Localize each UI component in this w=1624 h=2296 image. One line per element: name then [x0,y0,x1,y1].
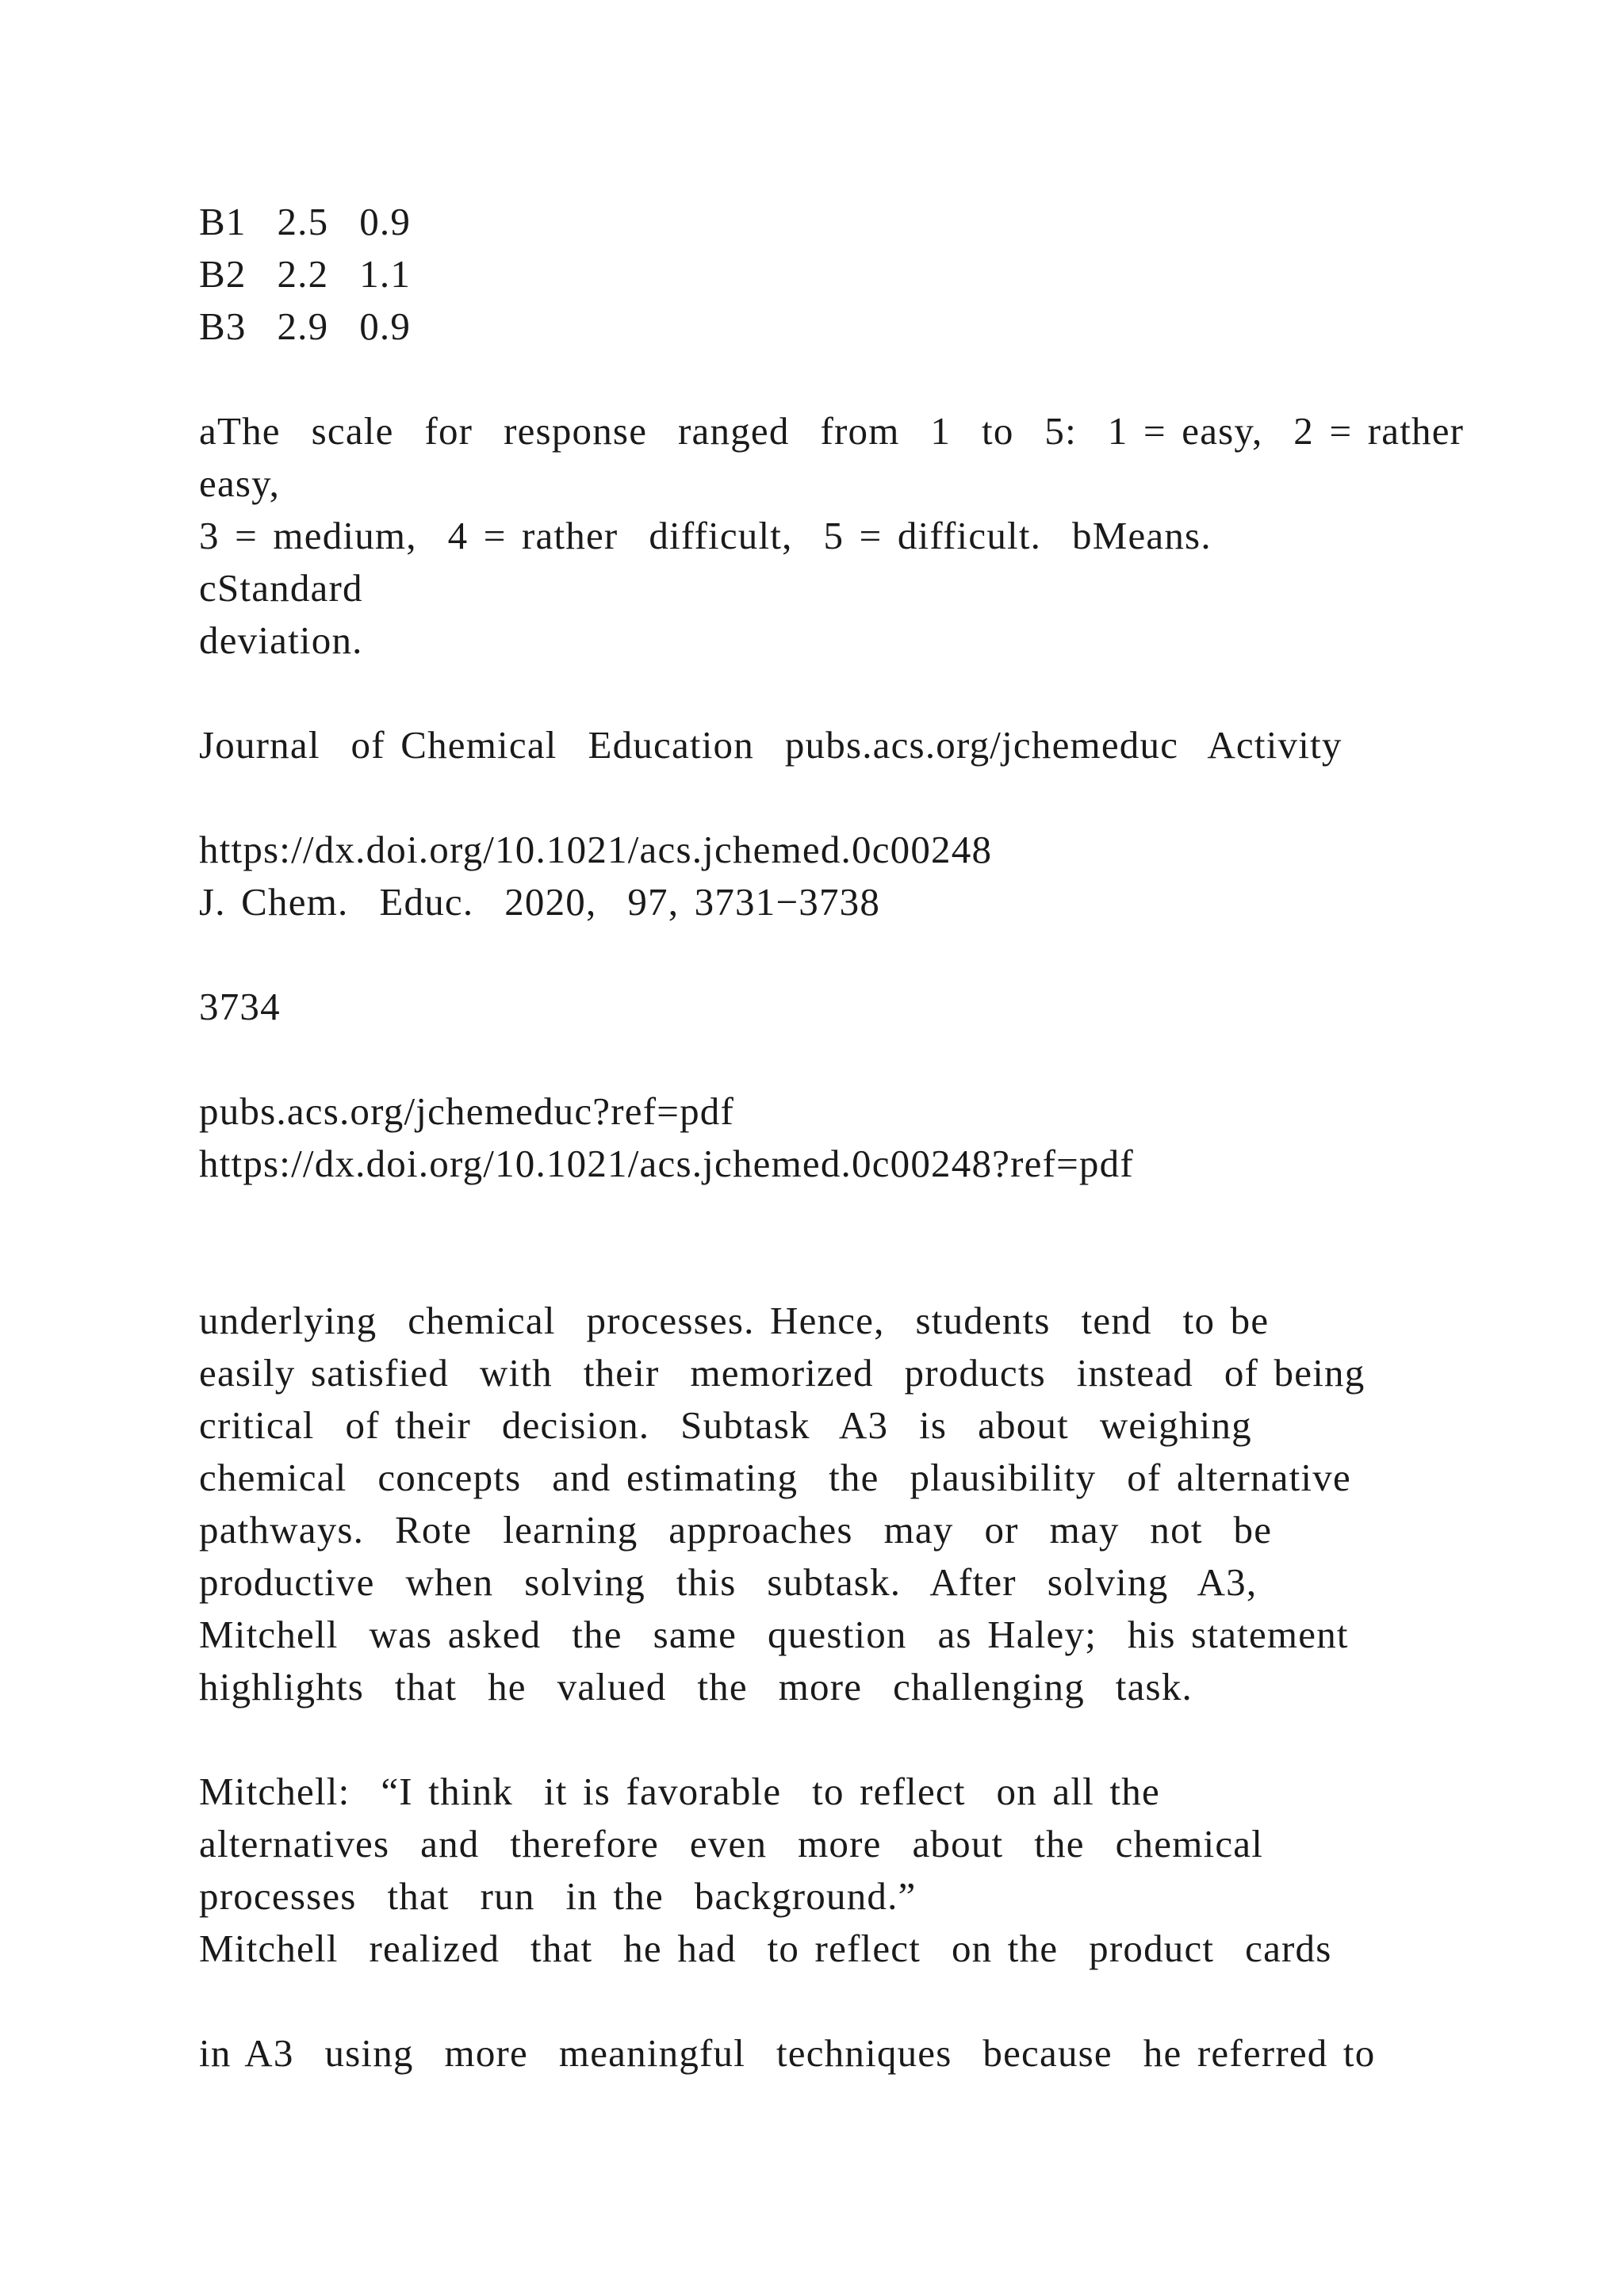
page-number: 3734 [199,985,281,1028]
link-line: https://dx.doi.org/10.1021/acs.jchemed.0c00248?ref=pdf [199,1142,1134,1185]
table-row-b1: B1 2.5 0.9 [199,200,412,243]
paragraph-line: productive when solving this subtask. After solving A3, [199,1560,1258,1604]
table-row-b3: B3 2.9 0.9 [199,304,412,348]
paragraph-line: chemical concepts and estimating the plausibility of alternative [199,1456,1351,1499]
table-row-b2: B2 2.2 1.1 [199,252,412,296]
final-line: in A3 using more meaningful techniques because he referred to [199,2031,1376,2075]
footnote-line: easy, [199,461,281,505]
quote-line: processes that run in the background.” [199,1874,917,1918]
quote-line: Mitchell: “I think it is favorable to reflect on all the [199,1770,1160,1813]
quote-line: alternatives and therefore even more about the chemical [199,1822,1264,1866]
paragraph-line: highlights that he valued the more challenging task. [199,1665,1193,1709]
footnote-line: deviation. [199,618,363,662]
footnote-line: aThe scale for response ranged from 1 to 5: 1 = easy, 2 = rather [199,409,1465,453]
footnote-line: cStandard [199,566,363,610]
paragraph-line: critical of their decision. Subtask A3 is about weighing [199,1403,1252,1447]
paragraph-line: easily satisfied with their memorized products instead of being [199,1351,1365,1395]
footnote-line: 3 = medium, 4 = rather difficult, 5 = difficult. bMeans. [199,514,1212,557]
link-line: pubs.acs.org/jchemeduc?ref=pdf [199,1089,734,1133]
paragraph-line: pathways. Rote learning approaches may or may not be [199,1508,1273,1552]
citation-line: J. Chem. Educ. 2020, 97, 3731−3738 [199,880,881,924]
quote-line: Mitchell realized that he had to reflect on the product cards [199,1927,1332,1970]
paragraph-line: Mitchell was asked the same question as Haley; his statement [199,1613,1349,1656]
doi-line: https://dx.doi.org/10.1021/acs.jchemed.0c00248 [199,828,993,871]
journal-header: Journal of Chemical Education pubs.acs.org/jchemeduc Activity [199,723,1342,767]
paragraph-line: underlying chemical processes. Hence, students tend to be [199,1299,1270,1342]
